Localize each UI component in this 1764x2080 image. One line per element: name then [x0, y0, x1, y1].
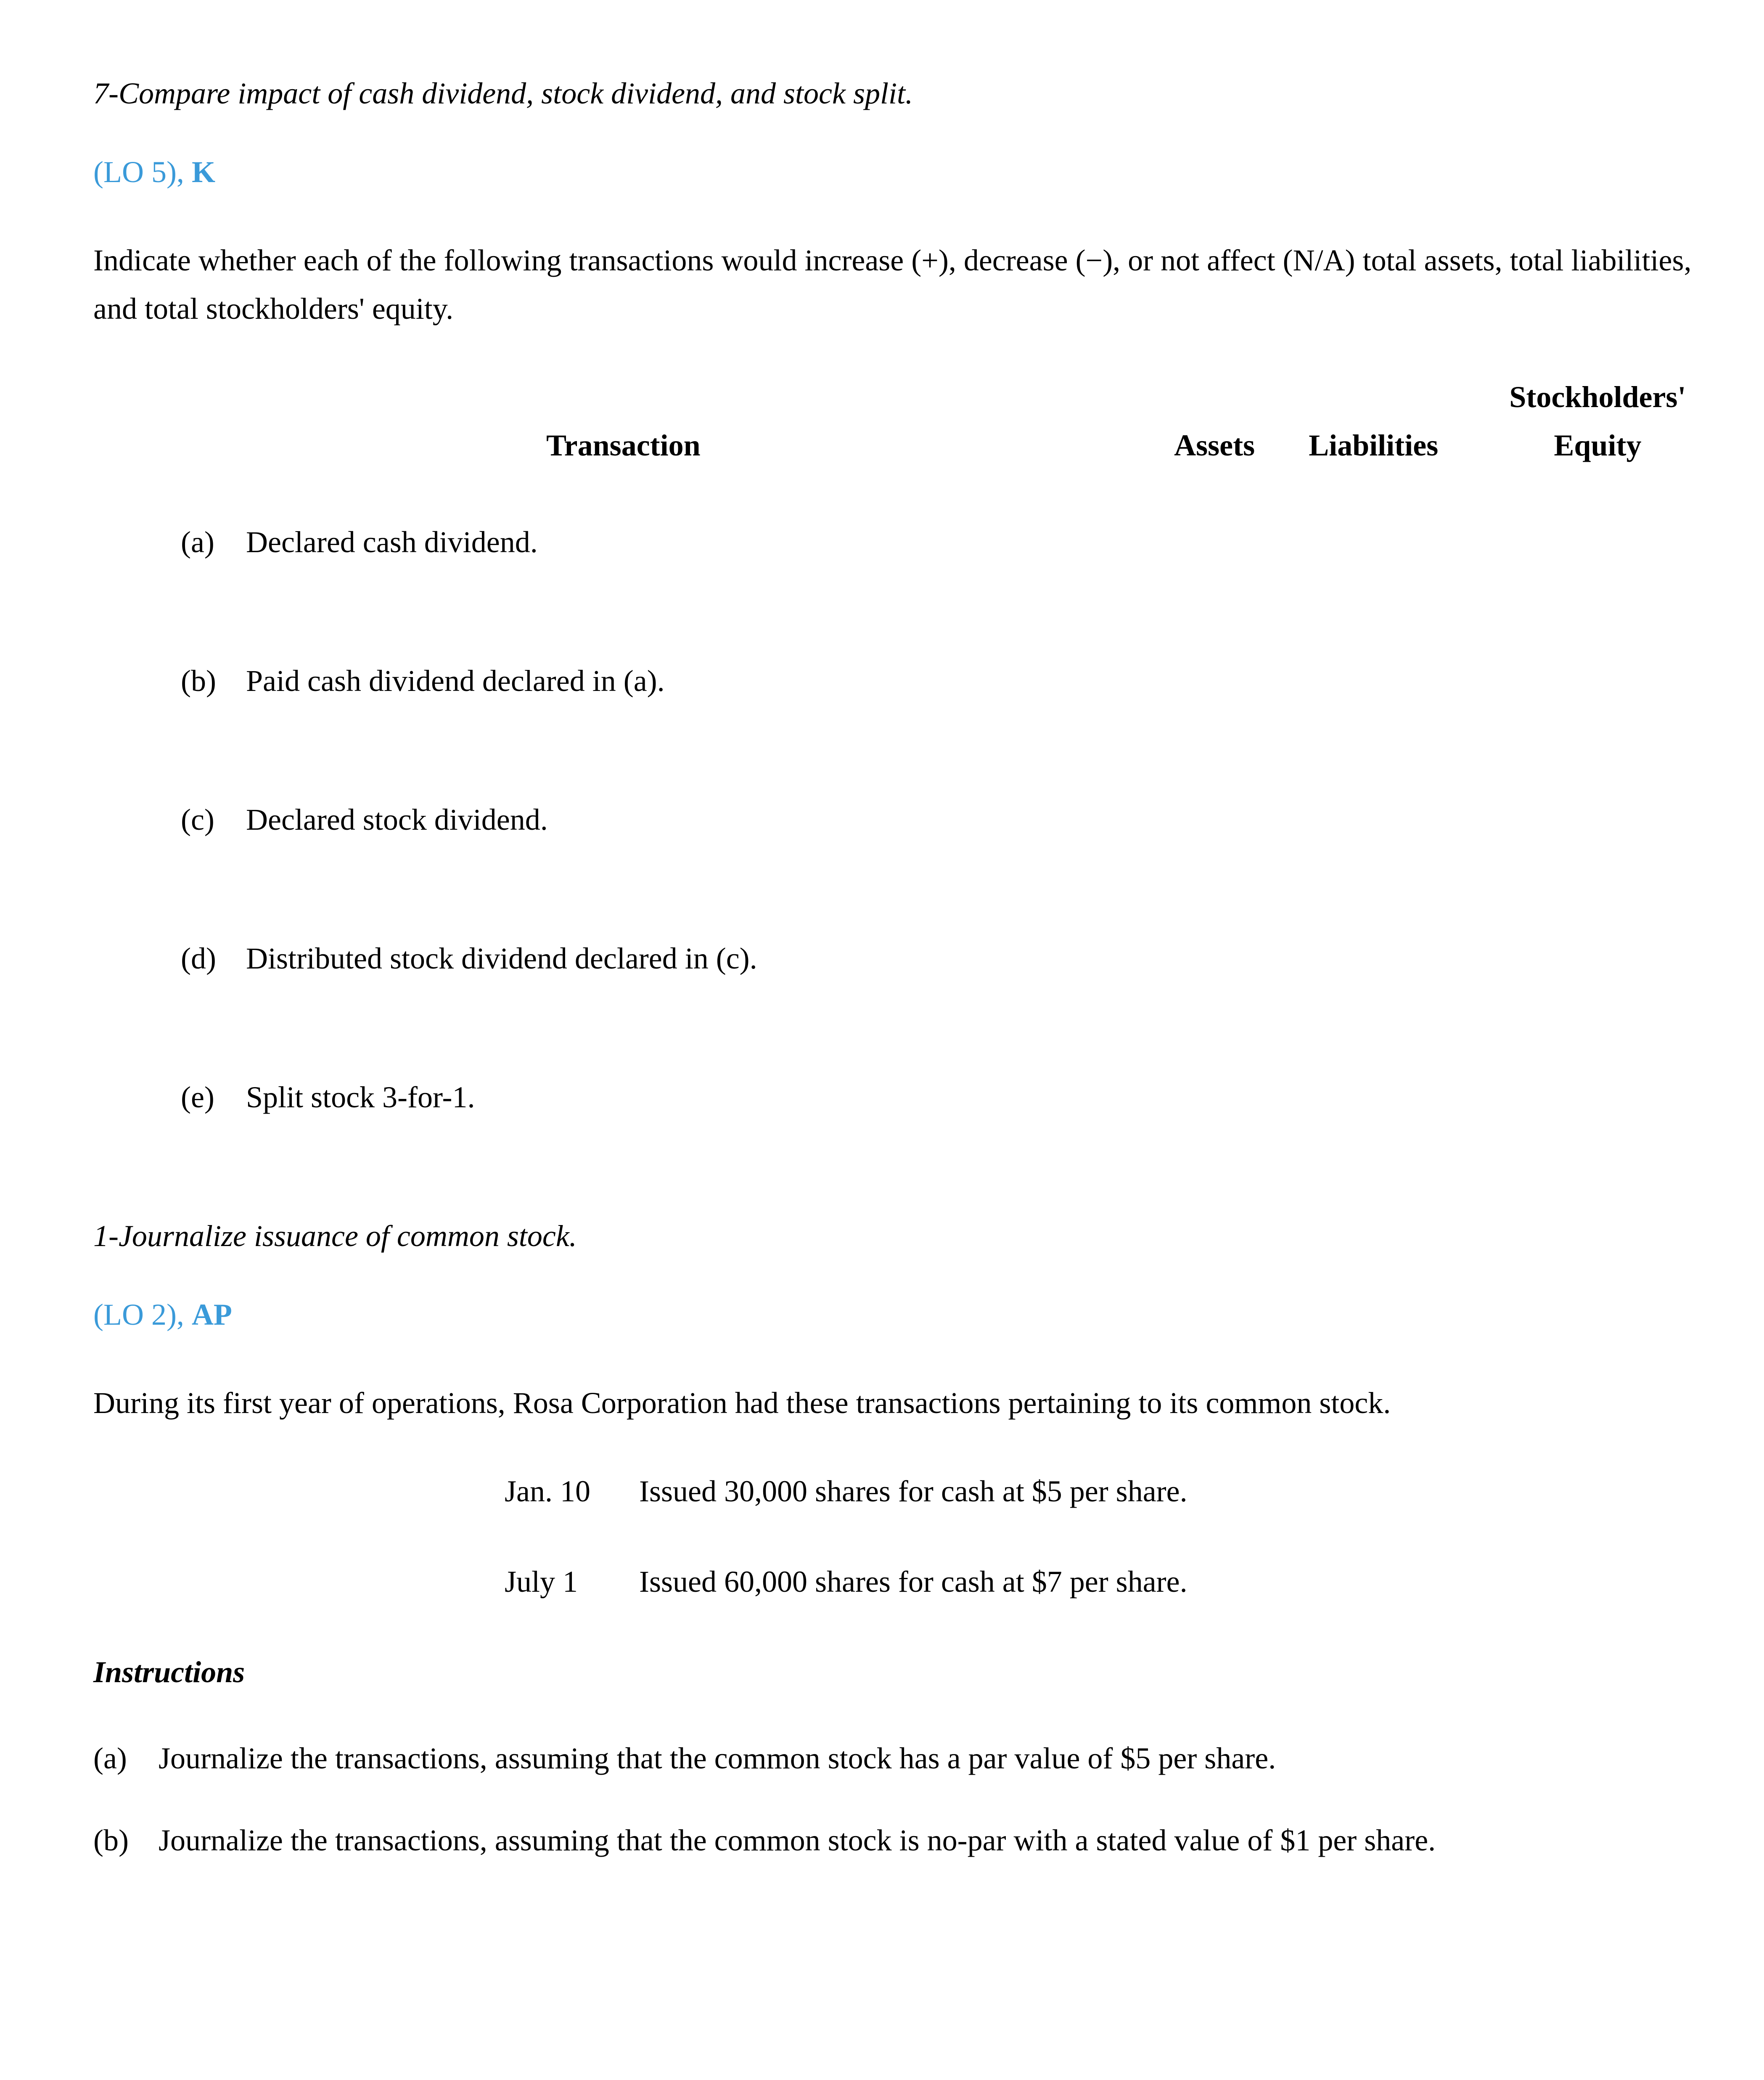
table-row [93, 1073, 1724, 1122]
instruction-item [93, 1734, 1724, 1783]
transaction-date: July 1 [505, 1565, 578, 1598]
row-label: (d) [181, 942, 216, 975]
exercise-1-intro-paragraph: During its first year of operations, Rosa Corporation had these transactions pertaining to its common stock. [93, 1386, 1391, 1420]
transaction-date: Jan. 10 [505, 1474, 590, 1508]
instructions-heading: Instructions [93, 1655, 245, 1689]
assets-answer-cell [1153, 1073, 1276, 1122]
row-label: (b) [181, 664, 216, 698]
assets-answer-cell [1153, 796, 1276, 844]
instruction-text: Journalize the transactions, assuming that the common stock is no-par with a stated value of $1 per share. [159, 1823, 1436, 1857]
row-text: Declared stock dividend. [246, 803, 548, 836]
lo-prefix: (LO 5), [93, 155, 192, 189]
transaction-cell [93, 1073, 1153, 1122]
instruction-item [93, 1816, 1724, 1865]
header-stockholders-equity-line1: Stockholders' [1509, 380, 1686, 414]
liabilities-answer-cell [1276, 934, 1471, 983]
row-text: Split stock 3-for-1. [246, 1080, 475, 1114]
liabilities-answer-cell [1276, 796, 1471, 844]
header-transaction: Transaction [546, 429, 701, 462]
transaction-description: Issued 30,000 shares for cash at $5 per share. [639, 1474, 1187, 1508]
exercise-7-lo-tag [93, 148, 1724, 196]
row-label: (a) [181, 525, 214, 559]
impact-table-header-row [93, 373, 1724, 470]
equity-answer-cell [1471, 518, 1724, 566]
row-text: Distributed stock dividend declared in (c). [246, 942, 757, 975]
exercise-7-intro-paragraph: Indicate whether each of the following transactions would increase (+), decrease (−), or not affect (N/A) total assets, total liabilities, and total stockholders' equity. [93, 243, 1692, 325]
transaction-cell [93, 518, 1153, 566]
row-label: (c) [181, 803, 214, 836]
exercise-1-title: 1-Journalize issuance of common stock. [93, 1219, 577, 1253]
stock-transaction-row [505, 1558, 1724, 1606]
equity-answer-cell [1471, 1073, 1724, 1122]
table-row [93, 518, 1724, 566]
liabilities-answer-cell [1276, 518, 1471, 566]
transaction-cell [93, 657, 1153, 705]
transaction-cell [93, 934, 1153, 983]
stock-transaction-row [505, 1467, 1724, 1516]
header-liabilities: Liabilities [1309, 429, 1439, 462]
row-text: Declared cash dividend. [246, 525, 538, 559]
equity-answer-cell [1471, 934, 1724, 983]
exercise-1-lo-tag [93, 1291, 1724, 1339]
row-text: Paid cash dividend declared in (a). [246, 664, 665, 698]
liabilities-answer-cell [1276, 1073, 1471, 1122]
row-label: (e) [181, 1080, 214, 1114]
header-stockholders-equity [1471, 373, 1724, 470]
instruction-label: (a) [93, 1741, 127, 1775]
exercise-1-section [93, 1212, 1724, 1865]
assets-answer-cell [1153, 518, 1276, 566]
equity-answer-cell [1471, 657, 1724, 705]
assets-answer-cell [1153, 657, 1276, 705]
lo-code: AP [191, 1298, 232, 1331]
impact-table [93, 373, 1724, 1122]
liabilities-answer-cell [1276, 657, 1471, 705]
equity-answer-cell [1471, 796, 1724, 844]
assets-answer-cell [1153, 934, 1276, 983]
exercise-7-section [93, 69, 1724, 1122]
table-row [93, 657, 1724, 705]
transaction-description: Issued 60,000 shares for cash at $7 per share. [639, 1565, 1187, 1598]
lo-code: K [191, 155, 215, 189]
table-row [93, 796, 1724, 844]
instruction-label: (b) [93, 1823, 129, 1857]
document-page [93, 69, 1724, 1865]
header-assets: Assets [1174, 429, 1255, 462]
header-stockholders-equity-line2: Equity [1554, 429, 1642, 462]
table-row [93, 934, 1724, 983]
lo-prefix: (LO 2), [93, 1298, 192, 1331]
instruction-text: Journalize the transactions, assuming that the common stock has a par value of $5 per share. [159, 1741, 1276, 1775]
transaction-cell [93, 796, 1153, 844]
exercise-7-title: 7-Compare impact of cash dividend, stock dividend, and stock split. [93, 77, 913, 110]
